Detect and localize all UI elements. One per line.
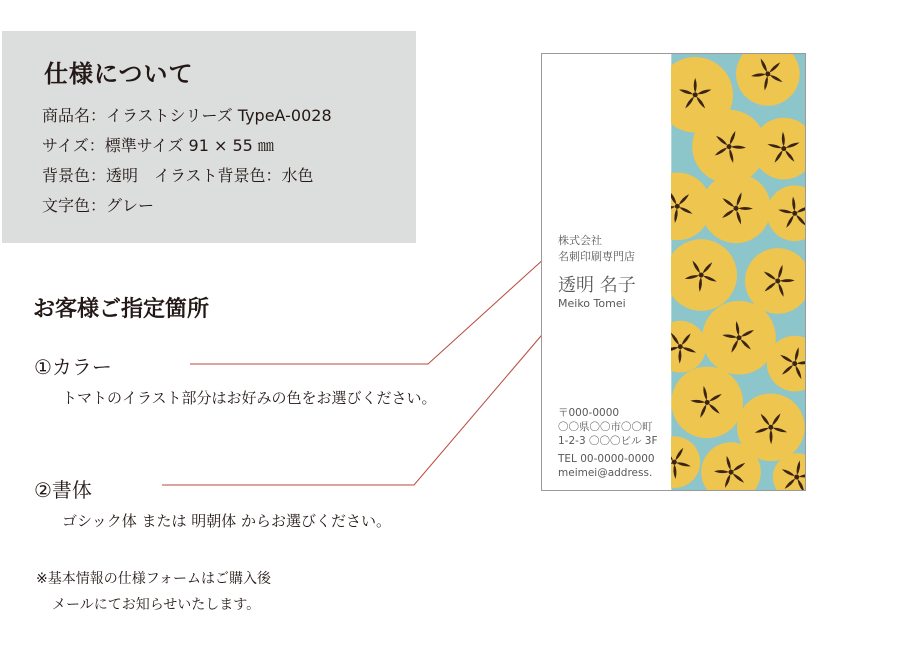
color-option-heading: ①カラー [34, 355, 112, 379]
note-line-1: ※基本情報の仕様フォームはご購入後 [36, 571, 272, 587]
note-line-2: メールにてお知らせいたします。 [52, 597, 261, 613]
spec-background-color: 背景色：透明 イラスト背景色：水色 [42, 166, 314, 185]
person-name-en: Meiko Tomei [558, 297, 626, 310]
business-card-preview [541, 53, 806, 491]
spec-product-name: 商品名：イラストシリーズ TypeA-0028 [42, 106, 332, 125]
company-name-1: 株式会社 [558, 234, 602, 247]
customer-section-title: お客様ご指定箇所 [33, 297, 210, 322]
spec-text-color: 文字色：グレー [42, 196, 155, 215]
font-option-heading: ②書体 [34, 478, 92, 502]
color-option-description: トマトのイラスト部分はお好みの色をお選びください。 [62, 389, 437, 407]
telephone: TEL 00-0000-0000 [558, 453, 655, 465]
tomato-pattern [671, 54, 806, 490]
company-name-2: 名刺印刷専門店 [558, 250, 635, 263]
email: meimei@address. [558, 467, 653, 479]
address-line-2: 1-2-3 〇〇〇ビル 3F [558, 435, 658, 447]
address-line-1: 〇〇県〇〇市〇〇町 [558, 421, 653, 433]
spec-size: サイズ：標準サイズ 91 × 55 ㎜ [42, 136, 274, 155]
font-option-description: ゴシック体 または 明朝体 からお選びください。 [62, 512, 392, 530]
font-leader-line [162, 316, 558, 485]
spec-title: 仕様について [44, 60, 194, 88]
person-name: 透明 名子 [558, 275, 636, 296]
postal-code: 〒000-0000 [558, 407, 620, 419]
